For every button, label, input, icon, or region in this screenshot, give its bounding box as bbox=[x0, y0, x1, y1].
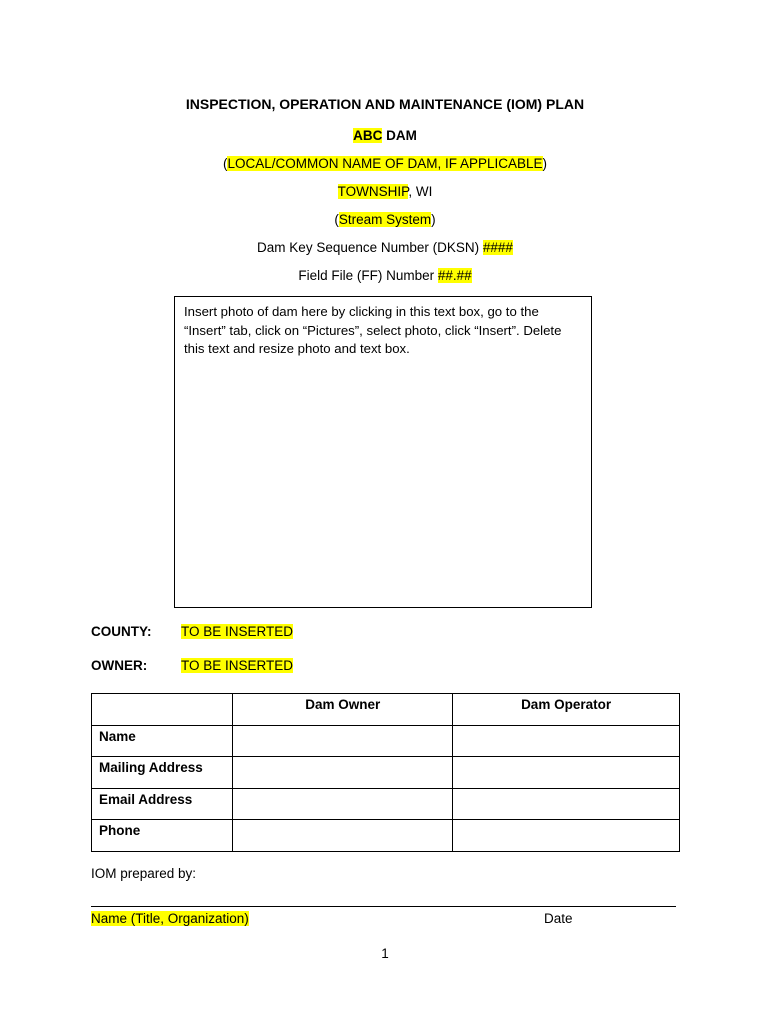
dam-name-line bbox=[0, 128, 770, 143]
dksn-label: Dam Key Sequence Number (DKSN) bbox=[257, 240, 483, 255]
row-label: Phone bbox=[92, 820, 233, 852]
local-name-placeholder[interactable]: LOCAL/COMMON NAME OF DAM, IF APPLICABLE bbox=[227, 156, 543, 171]
owner-address-cell[interactable] bbox=[233, 757, 453, 789]
operator-phone-cell[interactable] bbox=[453, 820, 680, 852]
row-label: Email Address bbox=[92, 788, 233, 820]
township-line bbox=[0, 184, 770, 199]
table-header-row bbox=[92, 694, 680, 726]
owner-phone-cell[interactable] bbox=[233, 820, 453, 852]
table-header-cell: Dam Owner bbox=[233, 694, 453, 726]
ff-value[interactable]: ##.## bbox=[437, 268, 472, 283]
owner-value[interactable]: TO BE INSERTED bbox=[181, 658, 294, 673]
local-name-line bbox=[0, 156, 770, 171]
operator-name-cell[interactable] bbox=[453, 725, 680, 757]
paren-open: ( bbox=[222, 156, 228, 171]
page-number: 1 bbox=[381, 946, 389, 961]
county-value[interactable]: TO BE INSERTED bbox=[181, 624, 294, 639]
photo-text-box[interactable] bbox=[174, 296, 592, 608]
owner-email-cell[interactable] bbox=[233, 788, 453, 820]
paren-close: ) bbox=[542, 156, 548, 171]
table-row bbox=[92, 820, 680, 852]
ff-line bbox=[0, 268, 770, 283]
signature-line bbox=[91, 906, 676, 907]
paren-open: ( bbox=[334, 212, 339, 227]
signature-date-label: Date bbox=[544, 911, 573, 926]
dam-name-placeholder[interactable]: ABC bbox=[353, 128, 383, 143]
signature-name[interactable]: Name (Title, Organization) bbox=[91, 911, 249, 926]
township-placeholder[interactable]: TOWNSHIP bbox=[337, 184, 409, 199]
table-header-cell: Dam Operator bbox=[453, 694, 680, 726]
dksn-value[interactable]: #### bbox=[482, 240, 513, 255]
owner-name-cell[interactable] bbox=[233, 725, 453, 757]
owner-label: OWNER: bbox=[91, 658, 148, 673]
stream-line bbox=[0, 212, 770, 227]
stream-placeholder[interactable]: Stream System bbox=[338, 212, 432, 227]
paren-close: ) bbox=[431, 212, 436, 227]
contacts-table bbox=[91, 693, 680, 852]
row-label: Mailing Address bbox=[92, 757, 233, 789]
table-row bbox=[92, 725, 680, 757]
township-suffix: , WI bbox=[408, 184, 433, 199]
prepared-by-label: IOM prepared by: bbox=[91, 866, 197, 881]
document-title: INSPECTION, OPERATION AND MAINTENANCE (IOM) PLAN bbox=[185, 96, 585, 112]
table-row bbox=[92, 788, 680, 820]
photo-instructions: Insert photo of dam here by clicking in this text box, go to the “Insert” tab, click on “Pictures”, select photo, click “Insert”. Delete this text and resize photo and text box. bbox=[184, 304, 562, 356]
county-label: COUNTY: bbox=[91, 624, 152, 639]
operator-email-cell[interactable] bbox=[453, 788, 680, 820]
row-label: Name bbox=[92, 725, 233, 757]
operator-address-cell[interactable] bbox=[453, 757, 680, 789]
table-header-cell bbox=[92, 694, 233, 726]
dksn-line bbox=[0, 240, 770, 255]
dam-name-suffix: DAM bbox=[382, 128, 417, 143]
table-row bbox=[92, 757, 680, 789]
ff-label: Field File (FF) Number bbox=[298, 268, 438, 283]
